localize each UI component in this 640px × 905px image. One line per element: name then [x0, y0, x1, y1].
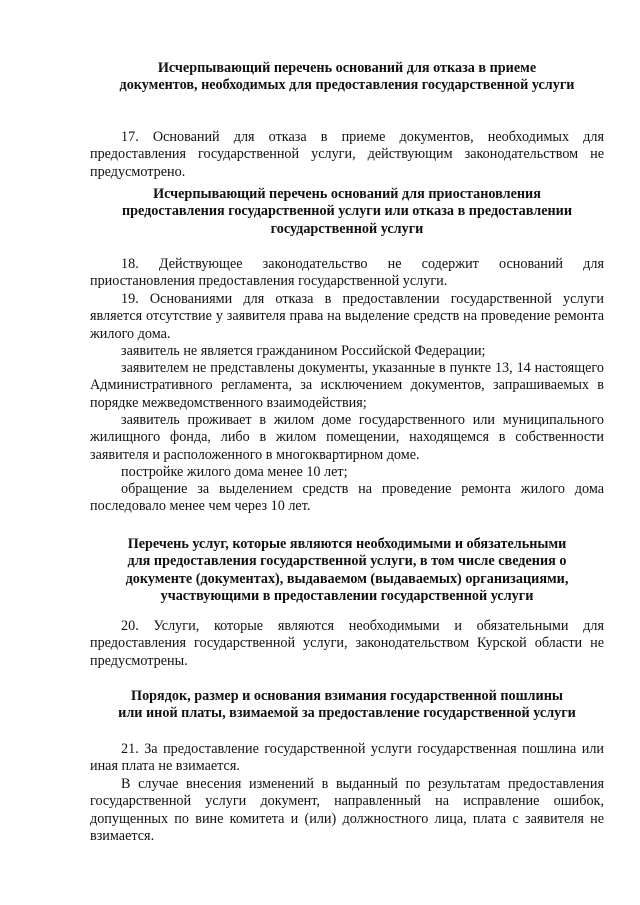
- heading-line: документе (документах), выдаваемом (выдаваемых) организациями,: [125, 570, 569, 587]
- paragraph-19-item-citizenship: [90, 343, 604, 360]
- paragraph-text: обращение за выделением средств на проведение ремонта жилого дома последовало менее чем через 10 лет.: [90, 481, 604, 515]
- heading-line: Перечень услуг, которые являются необходимыми и обязательными: [127, 536, 567, 552]
- heading-line: участвующими в предоставлении государственной услуги: [160, 588, 534, 605]
- heading-line: для предоставления государственной услуги, в том числе сведения о: [127, 553, 567, 570]
- paragraph-text: 17. Оснований для отказа в приеме документов, необходимых для предоставления государственной услуги, действующим законодательством не предусмотрено.: [90, 129, 604, 180]
- heading-line: документов, необходимых для предоставления государственной услуги: [119, 77, 575, 94]
- paragraph-text: заявитель проживает в жилом доме государственного или муниципального жилищного фонда, либо в жилом помещении, находящемся в собственности заявителя и расположенного в многоквартирном доме.: [90, 412, 604, 463]
- paragraph-text: 20. Услуги, которые являются необходимыми и обязательными для предоставления государственной услуги, законодательством Курской области не предусмотрены.: [90, 618, 604, 669]
- paragraph-19-item-interval: [90, 481, 604, 516]
- heading-refusal-acceptance: [90, 60, 604, 95]
- heading-suspension-refusal: [90, 186, 604, 238]
- paragraph-text: В случае внесения изменений в выданный по результатам предоставления государственной услуги документ, направленный на исправление ошибок, допущенных по вине комитета и (или) должностного лица, плата с заявителя не взимается.: [90, 776, 604, 845]
- paragraph-text: постройке жилого дома менее 10 лет;: [121, 464, 348, 480]
- heading-fee: [90, 688, 604, 723]
- paragraph-19-item-housing: [90, 412, 604, 464]
- paragraph-19: [90, 291, 604, 343]
- heading-line: Исчерпывающий перечень оснований для отказа в приеме: [157, 60, 537, 76]
- paragraph-text: 19. Основаниями для отказа в предоставлении государственной услуги является отсутствие у заявителя права на выделение средств на проведение ремонта жилого дома.: [90, 291, 604, 342]
- paragraph-17: [90, 129, 604, 181]
- heading-required-services: [90, 536, 604, 606]
- paragraph-20: [90, 618, 604, 670]
- paragraph-19-item-documents: [90, 360, 604, 412]
- paragraph-21: [90, 741, 604, 776]
- paragraph-21-amendments: [90, 776, 604, 846]
- heading-line: Порядок, размер и основания взимания государственной пошлины: [131, 688, 563, 704]
- paragraph-text: 21. За предоставление государственной услуги государственная пошлина или иная плата не взимается.: [90, 741, 604, 775]
- heading-line: Исчерпывающий перечень оснований для приостановления: [153, 186, 541, 202]
- paragraph-19-item-age: [90, 464, 604, 481]
- heading-line: государственной услуги: [270, 220, 424, 237]
- heading-line: предоставления государственной услуги или отказа в предоставлении: [121, 203, 573, 220]
- paragraph-text: заявителем не представлены документы, указанные в пункте 13, 14 настоящего Административного регламента, за исключением документов, запрашиваемых в порядке межведомственного взаимодействия;: [90, 360, 604, 411]
- heading-line: или иной платы, взимаемой за предоставление государственной услуги: [118, 705, 576, 722]
- paragraph-18: [90, 256, 604, 291]
- paragraph-text: 18. Действующее законодательство не содержит оснований для приостановления предоставления государственной услуги.: [90, 256, 604, 290]
- paragraph-text: заявитель не является гражданином Российской Федерации;: [121, 343, 486, 359]
